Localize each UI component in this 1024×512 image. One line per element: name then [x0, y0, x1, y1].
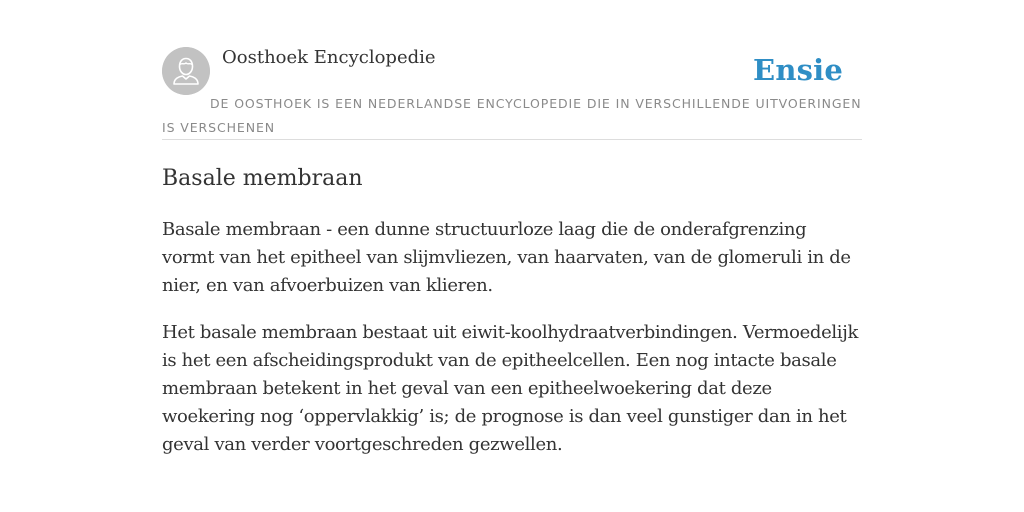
header	[162, 47, 862, 140]
brand-logo[interactable]: Ensie	[753, 53, 843, 87]
article-paragraph: Basale membraan - een dunne structuurloze laag die de onderafgrenzing vormt van het epitheel van slijmvliezen, van haarvaten, van de glomeruli in de nier, en van afvoerbuizen van klieren.	[162, 219, 851, 296]
author-description: DE OOSTHOEK IS EEN NEDERLANDSE ENCYCLOPEDIE DIE IN VERSCHILLENDE UITVOERINGEN IS VERSCHENEN	[162, 96, 862, 135]
user-avatar-icon[interactable]	[162, 47, 210, 95]
author-name[interactable]: Oosthoek Encyclopedie	[222, 47, 436, 68]
article-paragraph: Het basale membraan bestaat uit eiwit-koolhydraatverbindingen. Vermoedelijk is het een afscheidingsprodukt van de epitheelcellen. Een nog intacte basale membraan betekent in het geval van een epitheelwoekering dat deze woekering nog ‘oppervlakkig’ is; de prognose is dan veel gunstiger dan in het geval van verder voortgeschreden gezwellen.	[162, 322, 859, 455]
article-title: Basale membraan	[162, 166, 363, 191]
page	[162, 0, 862, 459]
